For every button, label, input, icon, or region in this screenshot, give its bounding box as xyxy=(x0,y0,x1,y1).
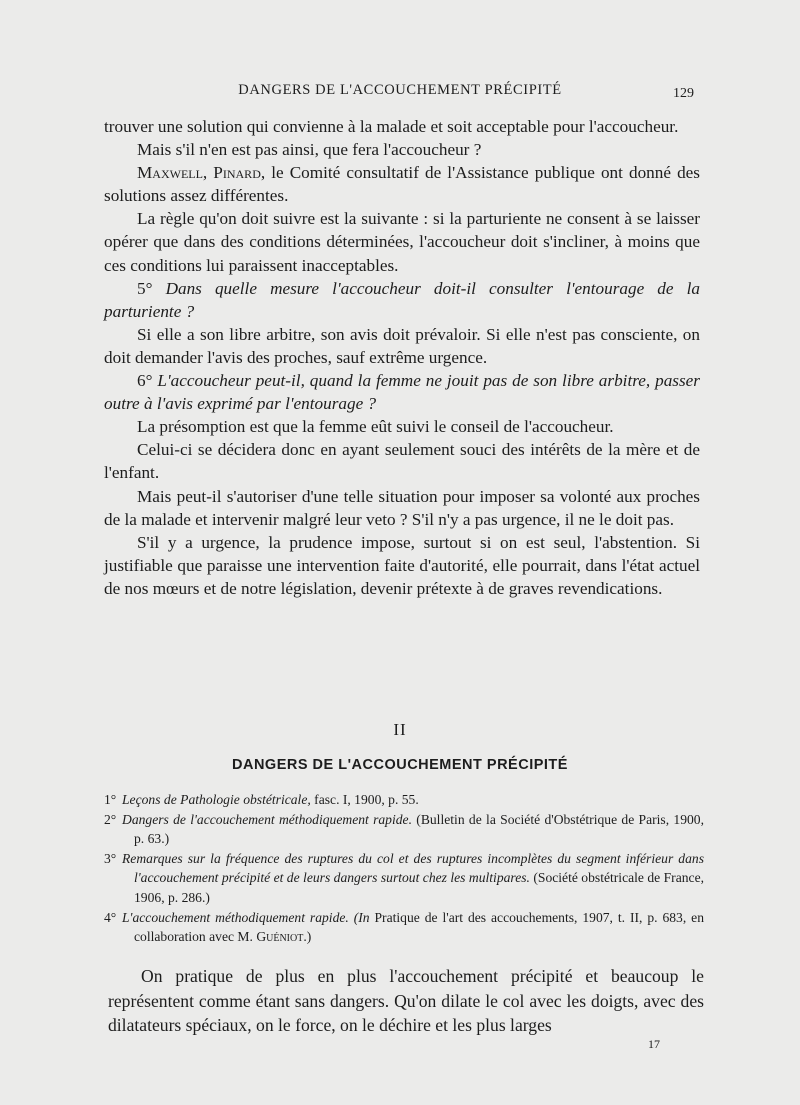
reference-number: 2° xyxy=(104,811,117,827)
paragraph: La règle qu'on doit suivre est la suivante : si la parturiente ne consent à se laisser opérer que dans des conditions déterminées, l'accoucheur doit s'incliner, à moins que ces conditions lui paraissent inacceptables. xyxy=(104,209,700,275)
page-number: 129 xyxy=(673,86,694,101)
paragraph: On pratique de plus en plus l'accouchement précipité et beaucoup le représentent comme étant sans dangers. Qu'on dilate le col avec les doigts, avec des dilatateurs spéciaux, on le force, on le déchire et les plus larges xyxy=(108,966,704,1035)
reference-title: Dangers de l'accouchement méthodiquement rapide. xyxy=(122,811,412,827)
question-5 xyxy=(104,277,700,323)
reference-item xyxy=(104,849,704,908)
reference-number: 3° xyxy=(104,850,117,866)
paragraph: S'il y a urgence, la prudence impose, surtout si on est seul, l'abstention. Si justifiable que paraisse une intervention faite d'autorité, elle pourrait, dans l'état actuel de nos mœurs et de notre législation, devenir prétexte à de graves revendications. xyxy=(104,532,700,598)
author-names: Maxwell, Pinard, xyxy=(137,163,266,183)
question-number: 5° xyxy=(137,278,153,298)
paragraph: trouver une solution qui convienne à la malade et soit acceptable pour l'accoucheur. xyxy=(104,117,679,136)
reference-title: L'accouchement méthodiquement rapide. xyxy=(122,909,349,925)
reference-source: (Bulletin de la Société d'Obstétrique de Paris, 1900, p. 63.) xyxy=(134,811,704,847)
collaborator-name: Guéniot xyxy=(256,929,304,945)
paragraph: La présomption est que la femme eût suivi le conseil de l'accoucheur. xyxy=(137,417,614,437)
paragraph-text: le Comité consultatif de l'Assistance publique ont donné des solutions assez différentes. xyxy=(104,163,700,206)
reference-title: Remarques sur la fréquence des ruptures du col et des ruptures incomplètes du segment inférieur dans l'accouchement précipité et de leurs dangers surtout chez les multipares. xyxy=(122,850,704,886)
reference-source: (In xyxy=(348,909,370,925)
reference-item xyxy=(104,790,704,810)
running-header: DANGERS DE L'ACCOUCHEMENT PRÉCIPITÉ xyxy=(238,82,562,98)
closing-text xyxy=(108,964,704,1038)
paragraph: Si elle a son libre arbitre, son avis doit prévaloir. Si elle n'est pas consciente, on doit demander l'avis des proches, sauf extrême urgence. xyxy=(104,324,700,367)
reference-title: Leçons de Pathologie obstétricale, xyxy=(122,792,311,807)
question-6 xyxy=(104,369,700,415)
signature-mark: 17 xyxy=(648,1037,660,1051)
paragraph: Mais peut-il s'autoriser d'une telle situation pour imposer sa volonté aux proches de la malade et intervenir malgré leur veto ? S'il n'y a pas urgence, il ne le doit pas. xyxy=(104,486,700,529)
question-text: L'accoucheur peut-il, quand la femme ne jouit pas de son libre arbitre, passer outre à l'avis exprimé par l'entourage ? xyxy=(104,371,700,414)
reference-item xyxy=(104,908,704,947)
paragraph: Mais s'il n'en est pas ainsi, que fera l'accoucheur ? xyxy=(137,140,482,160)
reference-source: (Société obstétricale de France, 1906, p. 286.) xyxy=(134,870,704,905)
reference-item xyxy=(104,810,704,849)
reference-number: 4° xyxy=(104,909,117,925)
question-number: 6° xyxy=(137,371,153,391)
reference-source: Pratique de l'art des accouchements, 1907, t. II, p. 683, en collaboration avec M. xyxy=(134,909,705,945)
paragraph: Celui-ci se décidera donc en ayant seulement souci des intérêts de la mère et de l'enfant. xyxy=(104,440,700,483)
reference-number: 1° xyxy=(104,792,117,807)
reference-list xyxy=(104,790,704,947)
section-number: II xyxy=(393,720,407,739)
reference-source: .) xyxy=(303,929,312,945)
question-text: Dans quelle mesure l'accoucheur doit-il consulter l'entourage de la parturiente ? xyxy=(104,278,701,321)
section-title: DANGERS DE L'ACCOUCHEMENT PRÉCIPITÉ xyxy=(232,757,568,773)
reference-source: fasc. I, 1900, p. 55. xyxy=(310,792,419,807)
paragraph xyxy=(104,161,700,207)
body-text xyxy=(104,115,700,600)
